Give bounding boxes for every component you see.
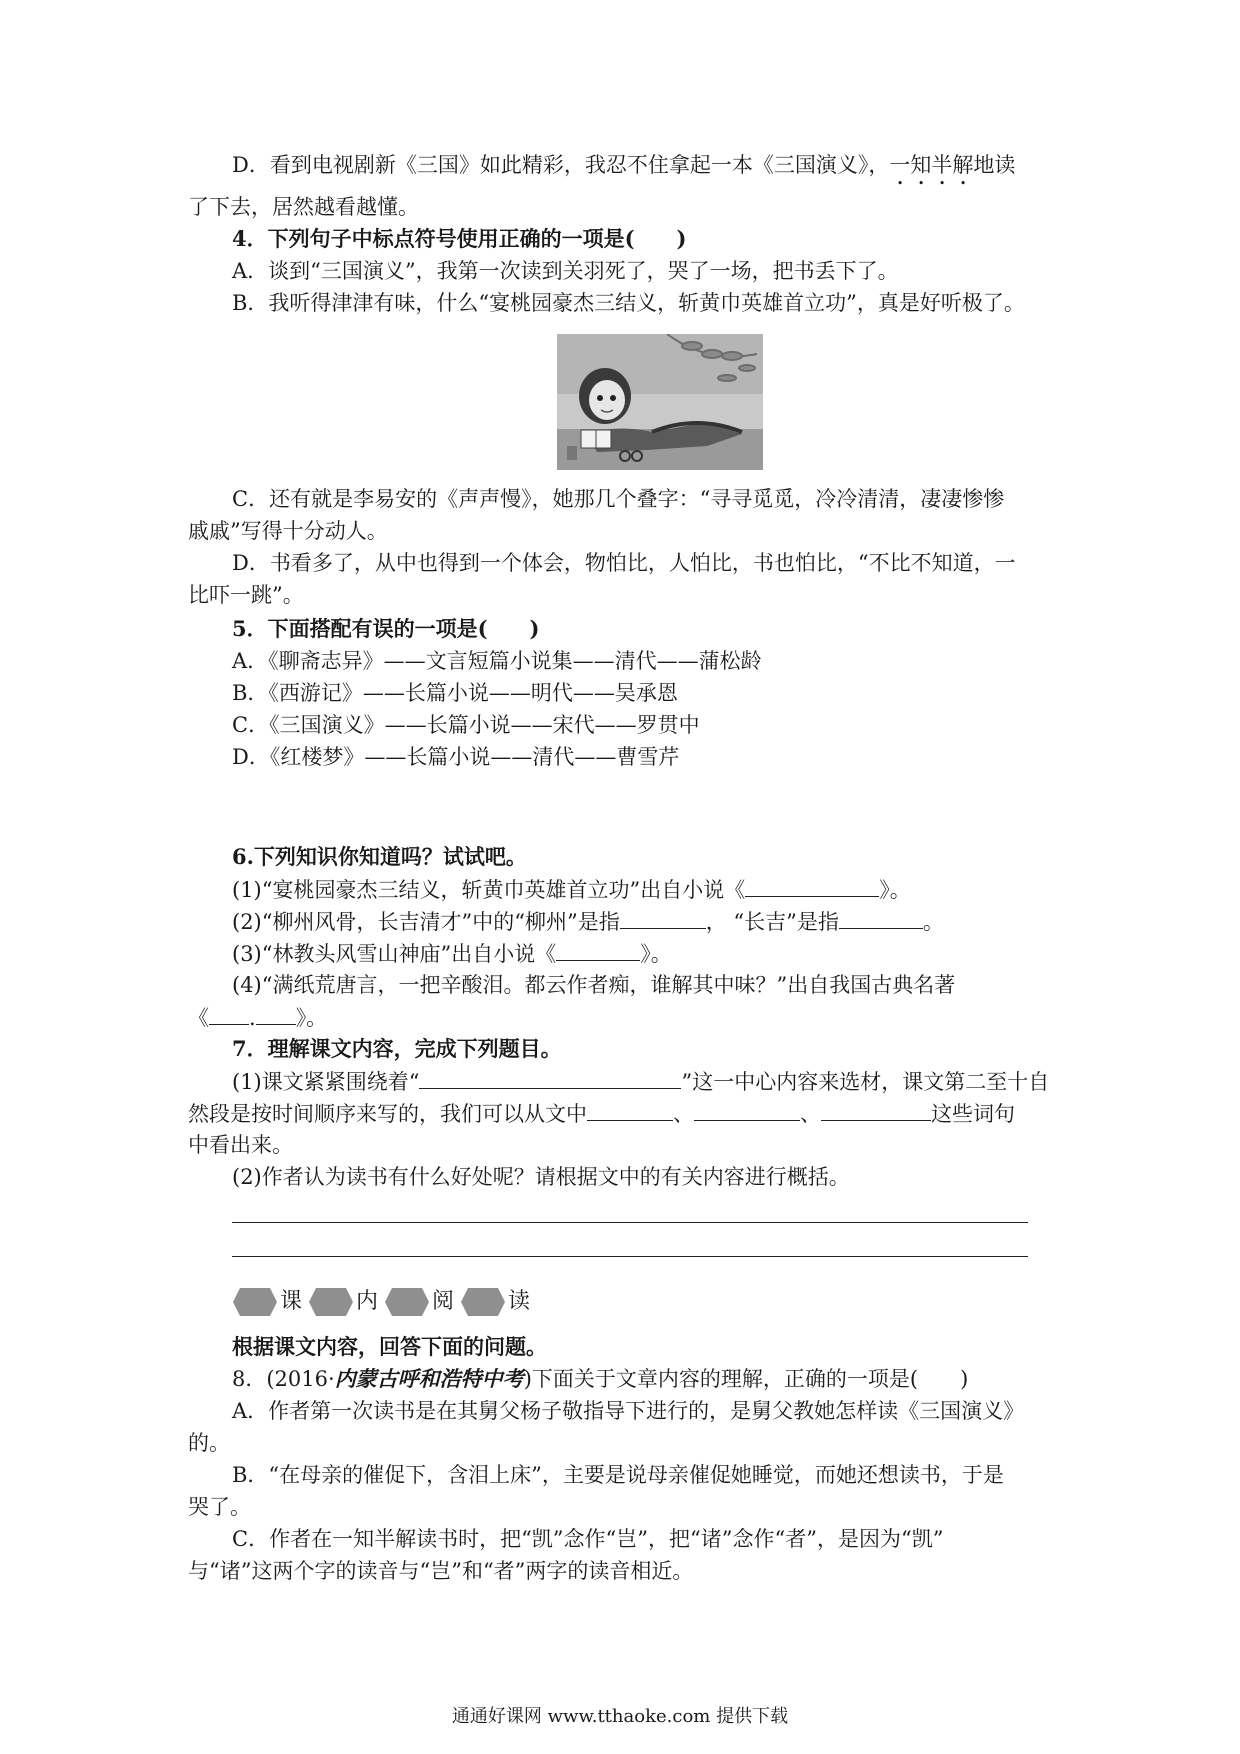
q7-part1-text-3: 这些词句 xyxy=(931,1102,1015,1126)
answer-line[interactable] xyxy=(232,1256,1028,1257)
q6-part1 xyxy=(232,874,911,905)
section-title-char: 读 xyxy=(508,1289,531,1314)
q6-part4-separator: . xyxy=(249,1006,256,1030)
q7-separator: 、 xyxy=(673,1102,694,1126)
q7-part1-line1 xyxy=(232,1066,1049,1097)
q5-option-c: C．《三国演义》——长篇小说——宋代——罗贯中 xyxy=(232,713,700,737)
answer-blank[interactable] xyxy=(556,938,640,961)
hexagon-icon xyxy=(232,1287,278,1317)
q7-part1-text: (1)课文紧紧围绕着“ xyxy=(232,1070,420,1094)
q3-option-d-line2: 了下去，居然越看越懂。 xyxy=(188,195,419,219)
q6-part2 xyxy=(232,906,944,937)
hexagon-icon xyxy=(384,1287,430,1317)
q5-option-b: B．《西游记》——长篇小说——明代——吴承恩 xyxy=(232,681,678,705)
q7-part1-text-tail: ”这一中心内容来选材，课文第二至十自 xyxy=(681,1070,1050,1094)
q6-part1-text: (1)“宴桃园豪杰三结义，斩黄巾英雄首立功”出自小说《 xyxy=(232,878,746,902)
q5-option-a: A．《聊斋志异》——文言短篇小说集——清代——蒲松龄 xyxy=(232,649,762,673)
q3-option-d-text: D．看到电视剧新《三国》如此精彩，我忍不住拿起一本《三国演义》， xyxy=(232,153,890,177)
answer-line[interactable] xyxy=(232,1222,1028,1223)
q8-stem-text: 8．(2016· xyxy=(232,1367,335,1391)
answer-blank[interactable] xyxy=(587,1098,673,1121)
girl-reading-book-illustration xyxy=(557,334,763,470)
hexagon-icon xyxy=(308,1287,354,1317)
q7-part1-line2 xyxy=(188,1098,1015,1129)
q4-option-c-line2: 戚戚”写得十分动人。 xyxy=(188,519,388,543)
section-header xyxy=(232,1287,536,1317)
q7-part1-text-2: 然段是按时间顺序来写的，我们可以从文中 xyxy=(188,1102,587,1126)
q6-part2-close: 。 xyxy=(922,910,944,934)
section-instruction: 根据课文内容，回答下面的问题。 xyxy=(232,1334,547,1359)
q6-part3-text: (3)“林教头风雪山神庙”出自小说《 xyxy=(232,942,557,966)
q6-part4-open: 《 xyxy=(188,1006,209,1030)
answer-blank[interactable] xyxy=(419,1066,681,1089)
q4-option-b: B．我听得津津有味，什么“宴桃园豪杰三结义，斩黄巾英雄首立功”，真是好听极了。 xyxy=(232,291,1025,315)
q7-part2: (2)作者认为读书有什么好处呢？请根据文中的有关内容进行概括。 xyxy=(232,1165,850,1189)
answer-blank[interactable] xyxy=(256,1002,296,1025)
q6-part1-close: 》。 xyxy=(879,878,911,902)
q4-option-d-line1: D．书看多了，从中也得到一个体会，物怕比，人怕比，书也怕比，“不比不知道，一 xyxy=(232,551,1016,575)
q6-part4-line1: (4)“满纸荒唐言，一把辛酸泪。都云作者痴，谁解其中味？”出自我国古典名著 xyxy=(232,973,956,997)
q3-option-d-line1 xyxy=(232,150,1015,190)
q8-option-a-line1: A．作者第一次读书是在其舅父杨子敬指导下进行的，是舅父教她怎样读《三国演义》 xyxy=(232,1399,1025,1423)
q7-separator: 、 xyxy=(800,1102,821,1126)
q6-part2-text-mid: ， “长吉”是指 xyxy=(705,910,839,934)
hexagon-icon xyxy=(460,1287,506,1317)
emphasized-idiom: 一知半解 xyxy=(889,153,974,177)
q6-part3-close: 》。 xyxy=(640,942,672,966)
answer-blank[interactable] xyxy=(821,1098,931,1121)
answer-blank[interactable] xyxy=(620,906,706,929)
q8-stem-tail: )下面关于文章内容的理解，正确的一项是( ) xyxy=(523,1367,969,1391)
answer-blank[interactable] xyxy=(745,874,879,897)
q8-source: 内蒙古呼和浩特中考 xyxy=(334,1366,524,1391)
q6-part2-text: (2)“柳州风骨，长吉清才”中的“柳州”是指 xyxy=(232,910,620,934)
q5-stem: 5．下面搭配有误的一项是( ) xyxy=(232,616,540,641)
q8-option-b-line1: B．“在母亲的催促下，含泪上床”，主要是说母亲催促她睡觉，而她还想读书，于是 xyxy=(232,1463,1004,1487)
q6-part4-close: 》。 xyxy=(295,1006,328,1030)
q5-option-d: D．《红楼梦》——长篇小说——清代——曹雪芹 xyxy=(232,745,680,769)
section-title-char: 课 xyxy=(280,1289,303,1314)
q4-option-c-line1: C．还有就是李易安的《声声慢》，她那几个叠字：“寻寻觅觅，冷冷清清，凄凄惨惨 xyxy=(232,487,1005,511)
q7-part1-line3: 中看出来。 xyxy=(188,1133,293,1157)
q7-stem: 7．理解课文内容，完成下列题目。 xyxy=(232,1036,562,1061)
q8-option-b-line2: 哭了。 xyxy=(188,1495,251,1519)
q6-stem: 6.下列知识你知道吗？试试吧。 xyxy=(232,844,527,869)
q3-option-d-text-tail: 地读 xyxy=(973,153,1016,177)
section-title-char: 内 xyxy=(356,1289,379,1314)
q4-option-d-line2: 比吓一跳”。 xyxy=(188,583,304,607)
q8-stem xyxy=(232,1364,968,1394)
q6-part3 xyxy=(232,938,672,969)
answer-blank[interactable] xyxy=(209,1002,249,1025)
q6-part4-line2 xyxy=(188,1002,327,1033)
page-footer: 通通好课网 www.tthaoke.com 提供下载 xyxy=(451,1706,789,1727)
section-title-char: 阅 xyxy=(432,1289,455,1314)
answer-blank[interactable] xyxy=(839,906,923,929)
q8-option-c-line2: 与“诸”这两个字的读音与“岂”和“者”两字的读音相近。 xyxy=(188,1559,694,1583)
q4-option-a: A．谈到“三国演义”，我第一次读到关羽死了，哭了一场，把书丢下了。 xyxy=(232,259,899,283)
q8-option-a-line2: 的。 xyxy=(188,1431,230,1455)
q8-option-c-line1: C．作者在一知半解读书时，把“凯”念作“岂”，把“诸”念作“者”，是因为“凯” xyxy=(232,1527,944,1551)
answer-blank[interactable] xyxy=(694,1098,800,1121)
q4-stem: 4．下列句子中标点符号使用正确的一项是( ) xyxy=(232,226,687,251)
